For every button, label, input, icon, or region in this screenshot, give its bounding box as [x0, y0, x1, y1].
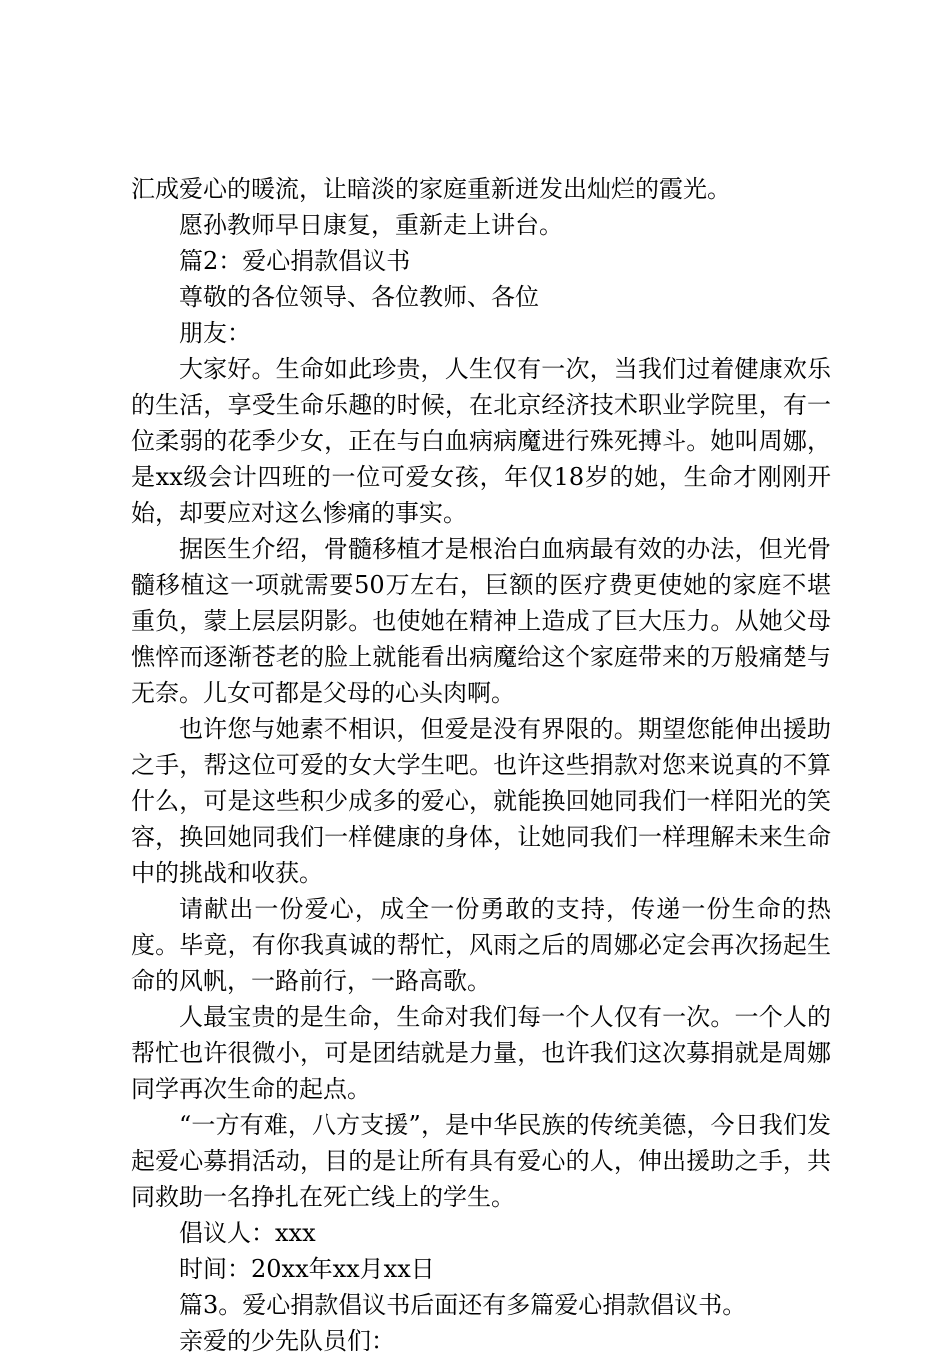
paragraph-donate: 请献出一份爱心，成全一份勇敢的支持，传递一份生命的热度。毕竟，有你我真诚的帮忙，风雨之后的周娜必定会再次扬起生命的风帆，一路前行，一路高歌。 — [131, 895, 831, 995]
paragraph-appeal: 也许您与她素不相识，但爱是没有界限的。期望您能伸出援助之手，帮这位可爱的女大学生吧。也许这些捐款对您来说真的不算什么，可是这些积少成多的爱心，就能换回她同我们一样阳光的笑容，换回她同我们一样健康的身体，让她同我们一样理解未来生命中的挑战和收获。 — [131, 715, 831, 887]
paragraph-doctor: 据医生介绍，骨髓移植才是根治白血病最有效的办法，但光骨髓移植这一项就需要50万左右，巨额的医疗费更使她的家庭不堪重负，蒙上层层阴影。也使她在精神上造成了巨大压力。从她父母憔悴而逐渐苍老的脸上就能看出病魔给这个家庭带来的万般痛楚与无奈。儿女可都是父母的心头肉啊。 — [131, 535, 831, 707]
document-body — [131, 171, 831, 1359]
salutation-line-1: 尊敬的各位领导、各位教师、各位 — [179, 283, 539, 311]
section-heading-3: 篇3。爱心捐款倡议书后面还有多篇爱心捐款倡议书。 — [179, 1291, 747, 1319]
paragraph-greeting: 大家好。生命如此珍贵，人生仅有一次，当我们过着健康欢乐的生活，享受生命乐趣的时候，在北京经济技术职业学院里，有一位柔弱的花季少女，正在与白血病病魔进行殊死搏斗。她叫周娜，是xx级会计四班的一位可爱女孩，年仅18岁的她，生命才刚刚开始，却要应对这么惨痛的事实。 — [131, 355, 831, 527]
salutation-pioneers: 亲爱的少先队员们： — [179, 1327, 395, 1355]
paragraph-tradition: “一方有难，八方支援”，是中华民族的传统美德，今日我们发起爱心募捐活动，目的是让所有具有爱心的人，伸出援助之手，共同救助一名挣扎在死亡线上的学生。 — [131, 1111, 831, 1211]
paragraph-life: 人最宝贵的是生命，生命对我们每一个人仅有一次。一个人的帮忙也许很微小，可是团结就是力量，也许我们这次募捐就是周娜同学再次生命的起点。 — [131, 1003, 831, 1103]
paragraph-2: 愿孙教师早日康复，重新走上讲台。 — [179, 211, 563, 239]
section-heading-2: 篇2：爱心捐款倡议书 — [179, 247, 411, 275]
initiator-line: 倡议人：xxx — [179, 1219, 316, 1247]
date-line: 时间：20xx年xx月xx日 — [179, 1255, 435, 1283]
paragraph-1: 汇成爱心的暖流，让暗淡的家庭重新迸发出灿烂的霞光。 — [131, 175, 731, 203]
salutation-line-2: 朋友： — [179, 319, 251, 347]
